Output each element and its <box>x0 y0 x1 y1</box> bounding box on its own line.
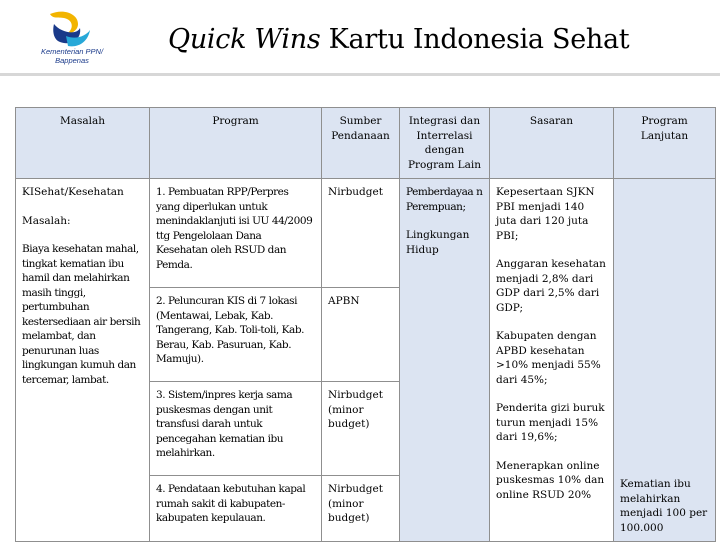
page-title <box>168 22 688 58</box>
integrasi-item: Pemberdayaa n Perempuan; <box>406 186 483 213</box>
header-row <box>16 108 716 179</box>
sasaran-item: Anggaran kesehatan menjadi 2,8% dari GDP dari 2,5% dari GDP; <box>496 258 606 314</box>
funding-3: Nirbudget (minor budget) <box>322 382 400 476</box>
sasaran-item: Kepesertaan SJKN PBI menjadi 140 juta dari 120 juta PBI; <box>496 186 595 242</box>
program-1: 1. Pembuatan RPP/Perpres yang diperlukan untuk menindaklanjuti isi UU 44/2009 ttg Pengelolaan Dana Kesehatan oleh RSUD dan Pemda. <box>150 179 322 288</box>
header-masalah: Masalah <box>16 108 150 179</box>
sasaran-item: Kabupaten dengan APBD kesehatan >10% menjadi 55% dari 45%; <box>496 330 601 386</box>
sasaran-item: Penderita gizi buruk turun menjadi 15% dari 19,6%; <box>496 402 605 443</box>
header-program-lanjutan: Program Lanjutan <box>614 108 716 179</box>
title-rest: Kartu Indonesia Sehat <box>320 24 630 55</box>
masalah-text: Biaya kesehatan mahal, tingkat kematian ibu hamil dan melahirkan masih tinggi, pertumbuhan kestersediaan air bersih melambat, dan penurunan luas lingkungan kumuh dan tercemar, lambat. <box>22 243 141 386</box>
program-2: 2. Peluncuran KIS di 7 lokasi (Mentawai, Lebak, Kab. Tangerang, Kab. Toli-toli, Kab. Berau, Kab. Pasuruan, Kab. Mamuju). <box>150 288 322 382</box>
header-integrasi: Integrasi dan Interrelasi dengan Program Lain <box>400 108 490 179</box>
header-sumber-pendanaan: Sumber Pendanaan <box>322 108 400 179</box>
integrasi-item: Lingkungan Hidup <box>406 229 470 256</box>
header-program: Program <box>150 108 322 179</box>
table-row <box>16 179 716 288</box>
logo-line-2: Bappenas <box>55 56 89 65</box>
lanjutan-cell <box>614 179 716 542</box>
funding-4: Nirbudget (minor budget) <box>322 476 400 542</box>
logo-caption <box>26 47 118 65</box>
quick-wins-table <box>15 107 716 542</box>
title-italic: Quick Wins <box>168 24 321 55</box>
integrasi-cell <box>400 179 490 542</box>
program-4: 4. Pendataan kebutuhan kapal rumah sakit di kabupaten-kabupaten kepulauan. <box>150 476 322 542</box>
header-sasaran: Sasaran <box>490 108 614 179</box>
masalah-title: KISehat/Kesehatan <box>22 186 124 198</box>
sasaran-item: Menerapkan online puskesmas 10% dan online RSUD 20% <box>496 459 605 501</box>
masalah-label: Masalah: <box>22 214 71 227</box>
program-3: 3. Sistem/inpres kerja sama puskesmas dengan unit transfusi darah untuk pencegahan kematian ibu melahirkan. <box>150 382 322 476</box>
masalah-cell <box>16 179 150 542</box>
logo-line-1: Kementerian PPN/ <box>40 47 104 56</box>
sasaran-cell <box>490 179 614 542</box>
funding-2: APBN <box>322 288 400 382</box>
lanjutan-text: Kematian ibu melahirkan menjadi 100 per 100.000 <box>620 478 708 534</box>
title-divider <box>0 73 720 76</box>
funding-1: Nirbudget <box>322 179 400 288</box>
